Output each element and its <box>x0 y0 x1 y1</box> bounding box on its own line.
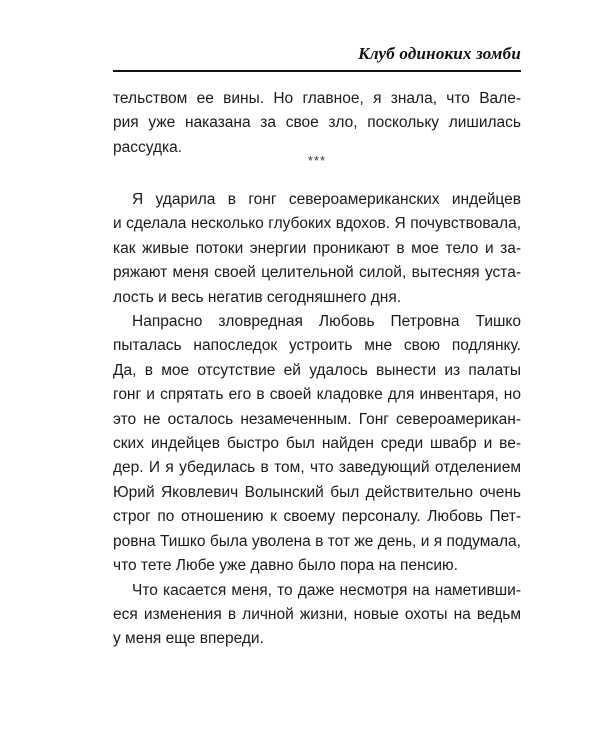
text-line: Что касается меня, то даже несмотря на наметивши- <box>132 581 521 599</box>
text-block-before <box>113 87 521 160</box>
text-line: и сделала несколько глубоких вдохов. Я почувствовала, <box>113 215 521 233</box>
paragraph <box>113 188 521 310</box>
paragraph <box>113 310 521 578</box>
paragraph <box>113 87 521 160</box>
text-line: Да, в мое отсутствие ей удалось вынести из палаты <box>113 361 521 379</box>
text-line: Юрий Яковлевич Волынский был действительно очень <box>113 483 521 501</box>
text-line: Напрасно зловредная Любовь Петровна Тишко <box>132 313 521 331</box>
text-line: ряжают меня своей целительной силой, вытесняя уста- <box>113 264 521 282</box>
text-line: лость и весь негатив сегодняшнего дня. <box>113 288 402 306</box>
text-line: как живые потоки энергии проникают в мое тело и за- <box>113 239 521 257</box>
text-line: строг по отношению к своему персоналу. Любовь Пет- <box>113 508 521 526</box>
text-line: что тете Любе уже давно было пора на пенсию. <box>113 557 458 575</box>
running-title: Клуб одиноких зомби <box>358 44 521 63</box>
text-line: это не осталось незамеченным. Гонг североамерикан- <box>113 410 521 428</box>
text-line: рассудка. <box>113 138 183 156</box>
text-line: тельством ее вины. Но главное, я знала, что Вале- <box>113 90 521 107</box>
running-header <box>113 44 521 74</box>
text-line: ровна Тишко была уволена в тот же день, и я подумала, <box>113 532 521 550</box>
text-line: дер. И я убедилась в том, что заведующий отделением <box>113 459 521 477</box>
paragraph <box>113 579 521 652</box>
text-block-after <box>113 188 521 652</box>
text-line: гонг и спрятать его в своей кладовке для инвентаря, но <box>113 386 521 404</box>
text-line: пыталась напоследок устроить мне свою подлянку. <box>113 337 521 355</box>
text-line: еся изменения в личной жизни, новые охоты на ведьм <box>113 605 521 623</box>
text-line: ских индейцев быстро был найден среди швабр и ве- <box>113 435 521 453</box>
header-rule <box>113 70 521 72</box>
section-separator: *** <box>307 153 327 168</box>
text-line: у меня еще впереди. <box>113 630 264 648</box>
text-line: рия уже наказана за свое зло, поскольку лишилась <box>113 114 521 132</box>
text-line: Я ударила в гонг североамериканских индейцев <box>132 191 521 208</box>
